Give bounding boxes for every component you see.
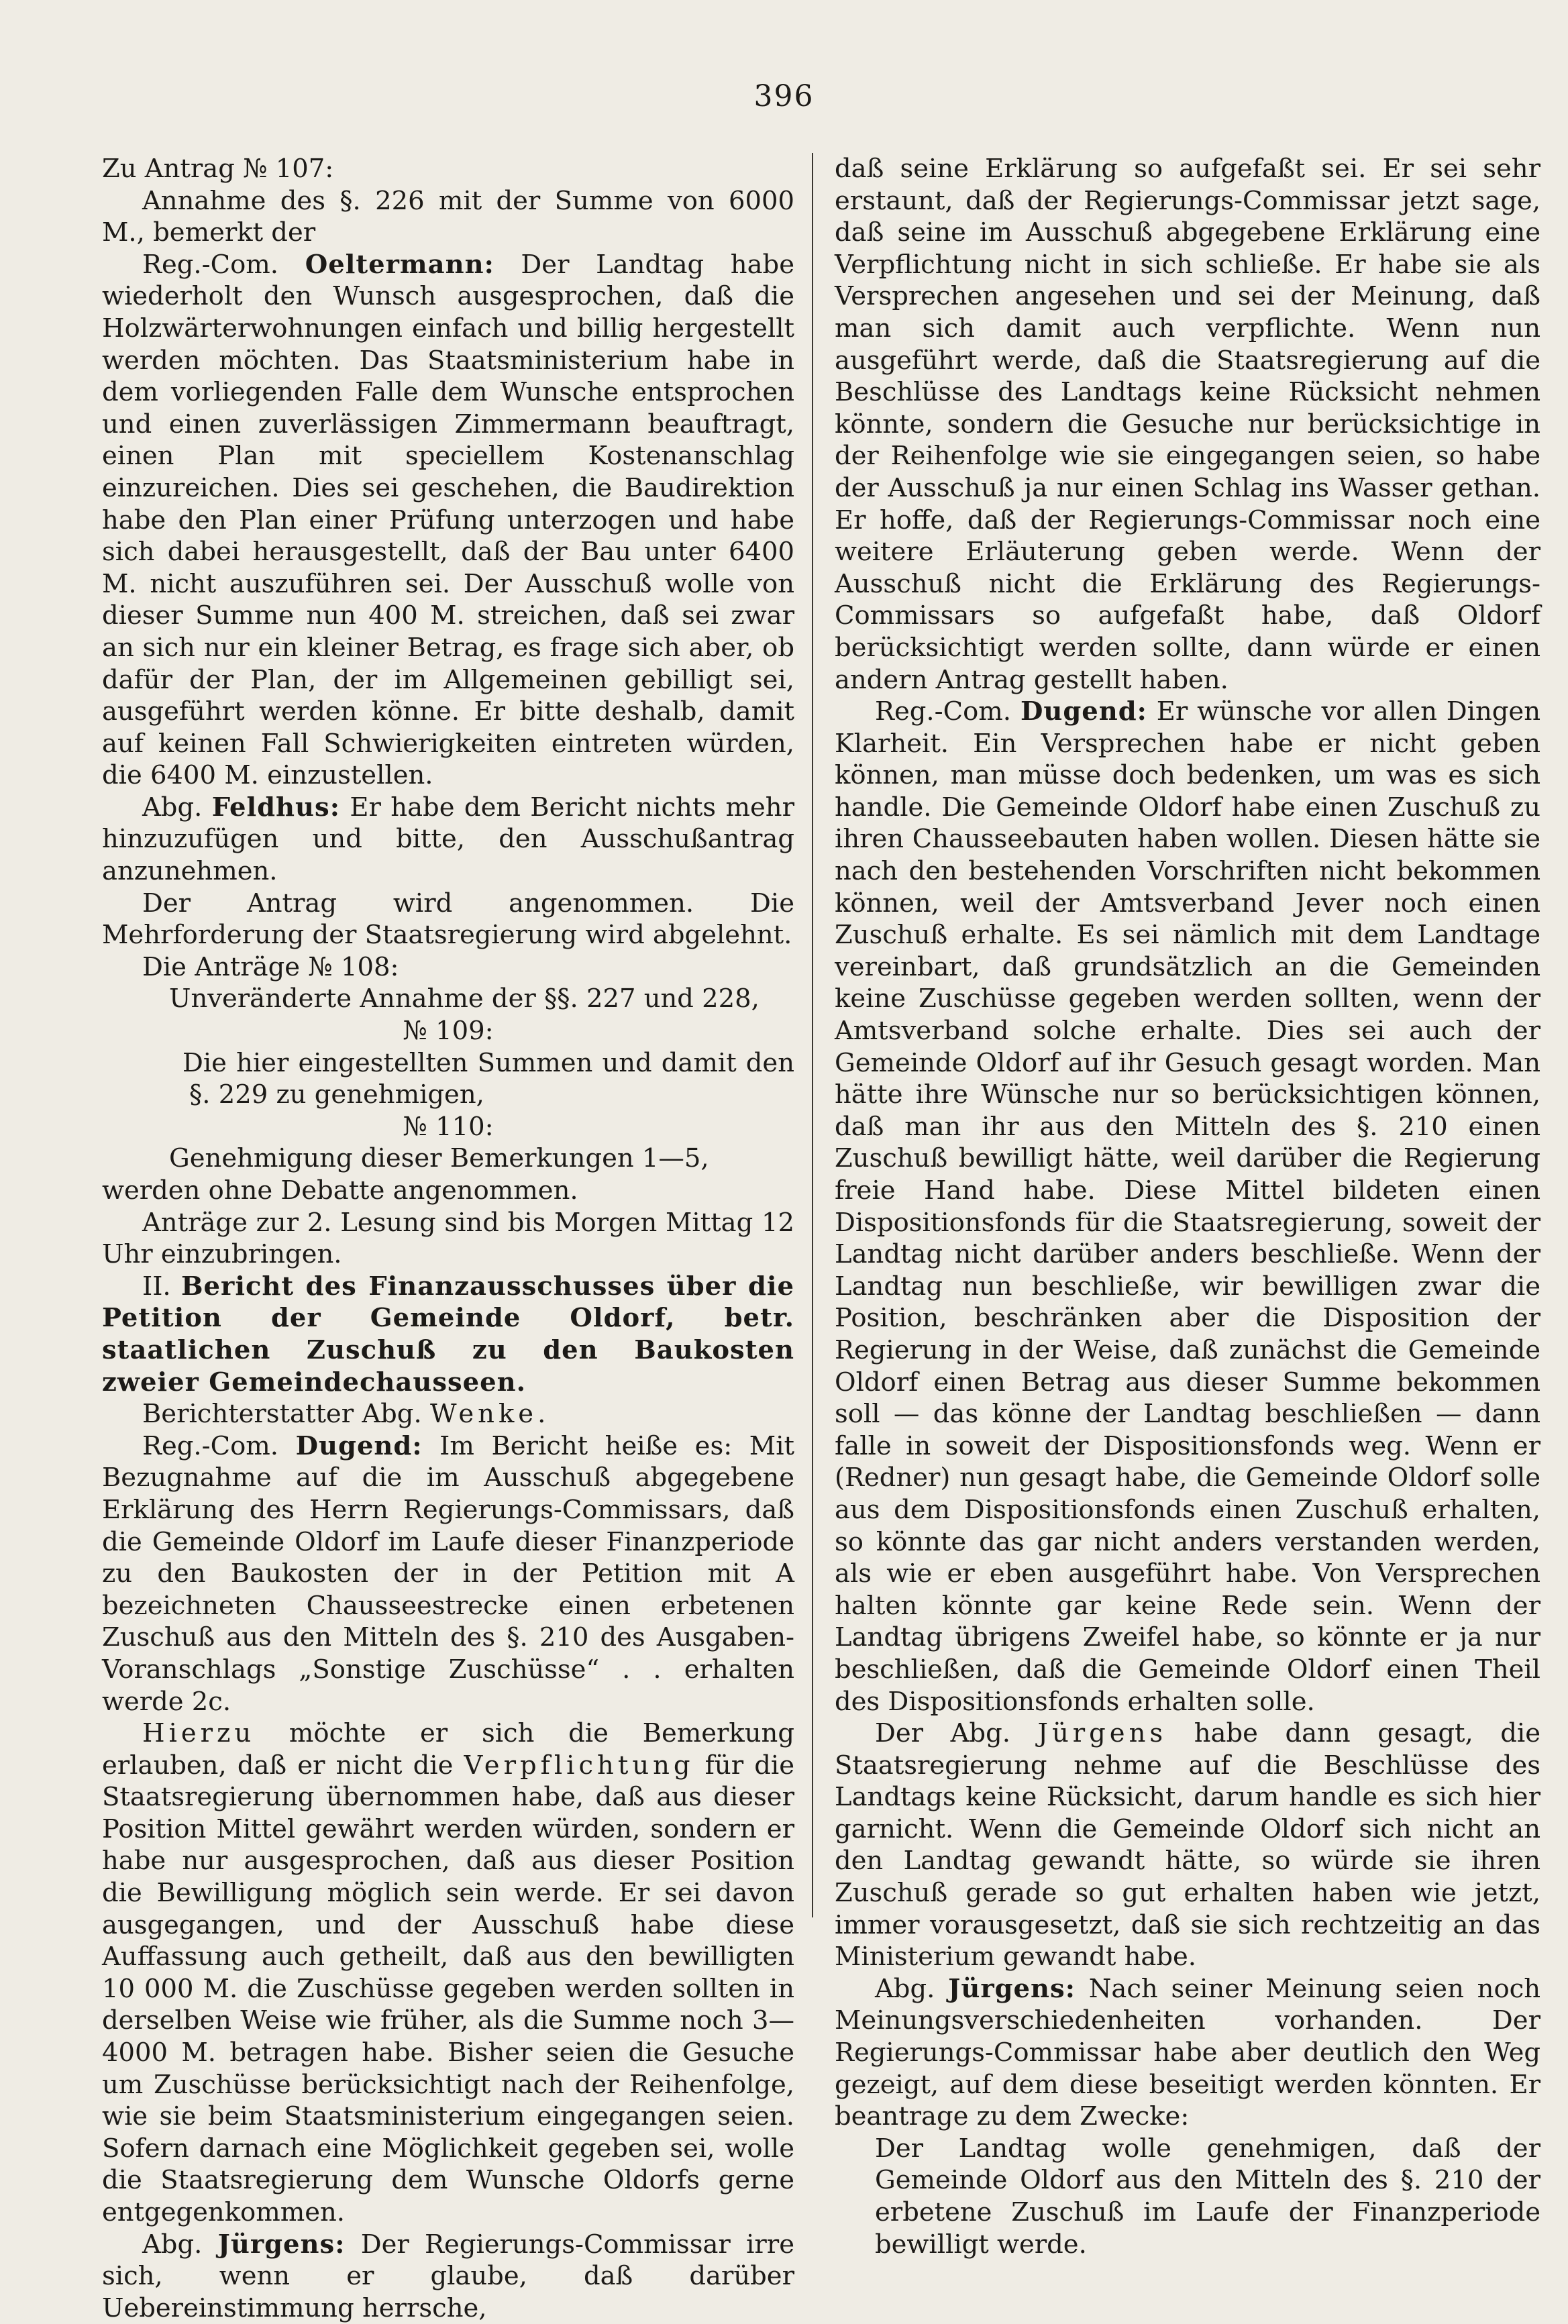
paragraph <box>102 249 794 792</box>
text-run: Nach seiner Meinung seien noch Meinungsverschiedenheiten vorhanden. Der Regierungs-Commissar habe aber deutlich den Weg gezeigt, auf dem diese beseitigt werden könnten. Er beantrage zu dem Zwecke: <box>835 1973 1540 2132</box>
speaker-name: Feldhus: <box>211 792 340 823</box>
paragraph <box>835 696 1540 1718</box>
paragraph <box>102 983 794 1015</box>
speaker-name: Bericht des Finanzausschusses über die Petition der Gemeinde Oldorf, betr. staatlichen Zuschuß zu den Baukosten zweier Gemeindechausseen. <box>102 1271 794 1397</box>
paragraph <box>102 1047 794 1111</box>
text-run: Zu Antrag № 107: <box>102 154 334 184</box>
paragraph <box>102 185 794 249</box>
paragraph <box>102 1015 794 1047</box>
text-run: Im Bericht heiße es: Mit Bezugnahme auf die im Ausschuß abgegebene Erklärung des Herrn Regierungs-Commissars, daß die Gemeinde Oldorf im Laufe dieser Finanzperiode zu den Baukosten der in der Petition mit A bezeichneten Chausseestrecke einen erbetenen Zuschuß aus den Mitteln des §. 210 des Ausgaben-Voranschlags „Sonstige Zuschüsse“ . . erhalten werde 2c. <box>102 1430 794 1717</box>
text-run: habe dann gesagt, die Staatsregierung nehme auf die Beschlüsse des Landtags keine Rücksicht, darum handle es sich hier garnicht. Wenn die Gemeinde Oldorf sich nicht an den Landtag gewandt hätte, so würde sie ihren Zuschuß gerade so gut erhalten haben wie jetzt, immer vorausgesetzt, daß sie sich rechtzeitig an das Ministerium gewandt habe. <box>835 1718 1540 1972</box>
text-run: Berichterstatter Abg. <box>142 1399 430 1430</box>
text-run: Unveränderte Annahme der §§. 227 und 228, <box>169 984 760 1014</box>
paragraph <box>102 1207 794 1271</box>
text-run: möchte er sich die Bemerkung erlauben, daß er nicht die <box>102 1718 794 1781</box>
text-run: Genehmigung dieser Bemerkungen 1—5, <box>169 1143 709 1174</box>
text-run: Die Anträge № 108: <box>142 951 399 982</box>
text-run: Die hier eingestellten Summen und damit den §. 229 zu genehmigen, <box>182 1047 794 1110</box>
paragraph <box>102 888 794 951</box>
text-run: Anträge zur 2. Lesung sind bis Morgen Mittag 12 Uhr einzubringen. <box>102 1207 794 1270</box>
spaced-text: Jürgens <box>1037 1718 1167 1749</box>
speaker-name: Dugend: <box>295 1430 423 1461</box>
text-run: № 109: <box>403 1016 494 1047</box>
text-run: II. <box>142 1271 181 1302</box>
text-run: Annahme des §. 226 mit der Summe von 6000 M., bemerkt der <box>102 185 794 248</box>
text-run: Reg.-Com. <box>142 1430 296 1461</box>
paragraph <box>102 1111 794 1143</box>
text-run: Reg.-Com. <box>875 696 1021 727</box>
text-run: werden ohne Debatte angenommen. <box>102 1175 578 1206</box>
text-run: Reg.-Com. <box>142 249 305 280</box>
text-run: Abg. <box>142 2229 218 2260</box>
paragraph <box>835 1718 1540 1973</box>
left-column <box>102 153 794 2324</box>
paragraph <box>102 1398 794 1430</box>
paragraph <box>102 792 794 888</box>
speaker-name: Dugend: <box>1020 696 1147 727</box>
spaced-text: Wenke. <box>429 1399 550 1430</box>
column-divider <box>812 153 813 1917</box>
paragraph <box>102 153 794 185</box>
text-run: Der Landtag wolle genehmigen, daß der Gemeinde Oldorf aus den Mitteln des §. 210 der erbetene Zuschuß im Laufe der Finanzperiode bewilligt werde. <box>875 2133 1540 2260</box>
text-run: für die Staatsregierung übernommen habe, daß aus dieser Position Mittel gewährt werden würden, sondern er habe nur ausgesprochen, daß aus dieser Position die Bewilligung möglich sein werde. Er sei davon ausgegangen, und der Ausschuß habe diese Auffassung auch getheilt, daß aus den bewilligten 10 000 M. die Zuschüsse gegeben werden sollten in derselben Weise wie früher, als die Summe noch 3—4000 M. betragen habe. Bisher seien die Gesuche um Zuschüsse berücksichtigt nach der Reihenfolge, wie sie beim Staatsministerium eingegangen seien. Sofern darnach eine Möglichkeit gegeben sei, wolle die Staatsregierung dem Wunsche Oldorfs gerne entgegenkommen. <box>102 1750 794 2227</box>
text-run: daß seine Erklärung so aufgefaßt sei. Er sei sehr erstaunt, daß der Regierungs-Commissar jetzt sage, daß seine im Ausschuß abgegebene Erklärung eine Verpflichtung nicht in sich schließe. Er habe sie als Versprechen angesehen und sei der Meinung, daß man sich damit auch verpflichte. Wenn nun ausgeführt werde, daß die Staatsregierung auf die Beschlüsse des Landtags keine Rücksicht nehmen könnte, sondern die Gesuche nur berücksichtige in der Reihenfolge wie sie eingegangen seien, so habe der Ausschuß ja nur einen Schlag ins Wasser gethan. Er hoffe, daß der Regierungs-Commissar noch eine weitere Erläuterung geben werde. Wenn der Ausschuß nicht die Erklärung des Regierungs-Commissars so aufgefaßt habe, daß Oldorf berücksichtigt werden sollte, dann würde er einen andern Antrag gestellt haben. <box>835 154 1540 695</box>
text-run: Der Regierungs-Commissar irre sich, wenn er glaube, daß darüber Uebereinstimmung herrsche, <box>102 2229 794 2323</box>
paragraph <box>102 951 794 984</box>
text-run: Der Abg. <box>875 1718 1038 1749</box>
paragraph <box>835 1973 1540 2133</box>
speaker-name: Jürgens: <box>948 1973 1076 2004</box>
paragraph <box>102 1143 794 1175</box>
text-run: Abg. <box>875 1973 949 2004</box>
paragraph <box>102 1430 794 1718</box>
text-run: Der Antrag wird angenommen. Die Mehrforderung der Staatsregierung wird abgelehnt. <box>102 888 794 951</box>
paragraph <box>102 1718 794 2229</box>
paragraph <box>102 1175 794 1207</box>
speaker-name: Oeltermann: <box>305 249 494 280</box>
paragraph <box>835 2133 1540 2260</box>
text-run: Er wünsche vor allen Dingen Klarheit. Ein Versprechen habe er nicht geben können, man müsse doch bedenken, um was es sich handle. Die Gemeinde Oldorf habe einen Zuschuß zu ihren Chausseebauten haben wollen. Diesen hätte sie nach den bestehenden Vorschriften nicht bekommen können, weil der Amtsverband Jever noch einen Zuschuß erhalte. Es sei nämlich mit dem Landtage vereinbart, daß grundsätzlich an die Gemeinden keine Zuschüsse gegeben werden sollten, wenn der Amtsverband solche erhalte. Dies sei auch der Gemeinde Oldorf auf ihr Gesuch gesagt worden. Man hätte ihre Wünsche nur so berücksichtigen können, daß man ihr aus den Mitteln des §. 210 einen Zuschuß bewilligt hätte, weil darüber die Regierung freie Hand habe. Diese Mittel bildeten einen Dispositionsfonds für die Staatsregierung, soweit der Landtag nicht darüber anders beschließe. Wenn der Landtag nun beschließe, wir bewilligen zwar die Position, beschränken aber die Disposition der Regierung in der Weise, daß zunächst die Gemeinde Oldorf einen Betrag aus dieser Summe bekommen soll — das könne der Landtag beschließen — dann falle in soweit der Dispositionsfonds weg. Wenn er (Redner) nun gesagt habe, die Gemeinde Oldorf solle aus dem Dispositionsfonds einen Zuschuß erhalten, so könnte das gar nicht anders verstanden werden, als wie er eben ausgeführt habe. Von Versprechen halten könnte gar keine Rede sein. Wenn der Landtag übrigens Zweifel habe, so könnte er ja nur beschließen, daß die Gemeinde Oldorf einen Theil des Dispositionsfonds erhalten solle. <box>835 696 1540 1717</box>
right-column <box>835 153 1540 2260</box>
paragraph <box>102 1271 794 1398</box>
text-run: Der Landtag habe wiederholt den Wunsch ausgesprochen, daß die Holzwärterwohnungen einfach und billig hergestellt werden möchten. Das Staatsministerium habe in dem vorliegenden Falle dem Wunsche entsprochen und einen zuverlässigen Zimmermann beauftragt, einen Plan mit speciellem Kostenanschlag einzureichen. Dies sei geschehen, die Baudirektion habe den Plan einer Prüfung unterzogen und habe sich dabei herausgestellt, daß der Bau unter 6400 M. nicht auszuführen sei. Der Ausschuß wolle von dieser Summe nun 400 M. streichen, daß sei zwar an sich nur ein kleiner Betrag, es frage sich aber, ob dafür der Plan, der im Allgemeinen gebilligt sei, ausgeführt werden könne. Er bitte deshalb, damit auf keinen Fall Schwierigkeiten eintreten würden, die 6400 M. einzustellen. <box>102 249 794 791</box>
text-run: № 110: <box>403 1111 494 1142</box>
speaker-name: Jürgens: <box>217 2229 346 2260</box>
spaced-text: Verpflichtung <box>464 1750 694 1781</box>
paragraph <box>102 2229 794 2324</box>
text-run: Abg. <box>142 792 212 823</box>
page-number: 396 <box>753 79 815 113</box>
paragraph <box>835 153 1540 696</box>
text-run: Er habe dem Bericht nichts mehr hinzuzufügen und bitte, den Ausschußantrag anzunehmen. <box>102 792 794 887</box>
spaced-text: Hierzu <box>142 1718 256 1749</box>
